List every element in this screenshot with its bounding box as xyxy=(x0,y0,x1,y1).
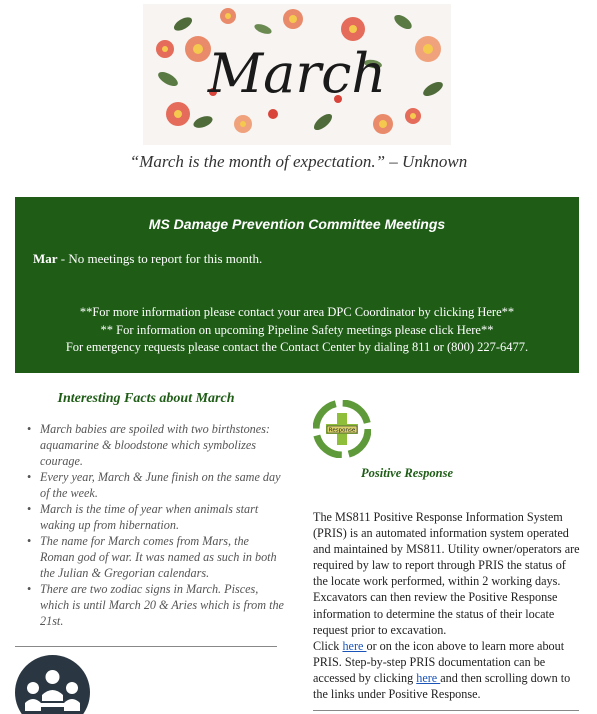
march-banner-art xyxy=(143,4,451,145)
pris-docs-link[interactable]: here xyxy=(416,670,441,685)
meetings-month: Mar xyxy=(33,251,58,266)
meetings-title: MS Damage Prevention Committee Meetings xyxy=(148,216,446,232)
positive-response-icon-label: Response xyxy=(328,427,356,434)
team-meeting-icon xyxy=(15,655,90,714)
positive-response-icon[interactable] xyxy=(313,400,371,458)
emergency-contact-text: For emergency requests please contact the Contact Center by dialing 811 or (800) 227-6477. xyxy=(65,340,529,354)
pipeline-safety-link[interactable]: ** For information on upcoming Pipeline Safety meetings please click Here** xyxy=(100,322,494,337)
meetings-box xyxy=(15,197,579,373)
divider xyxy=(15,646,277,647)
march-banner xyxy=(143,4,451,145)
positive-response-text xyxy=(313,509,581,702)
pris-info-link[interactable]: here xyxy=(342,638,367,653)
meetings-note: - No meetings to report for this month. xyxy=(57,251,263,266)
meetings-contact-lines xyxy=(15,304,579,357)
facts-title: Interesting Facts about March xyxy=(57,391,235,406)
divider xyxy=(313,710,579,711)
pris-description: The MS811 Positive Response Information System (PRIS) is an automated information system operated and maintained by MS811. Utility owner/operators are required by law to report through PRIS the status of the locate work performed, within 2 working days. Excavators can then review the Positive Response information to determine the status of their locate request prior to excavation. xyxy=(313,510,580,637)
list-item: • March babies are spoiled with two birthstones: aquamarine & bloodstone which symbolizes courage. xyxy=(40,421,286,469)
text-span: Click xyxy=(313,638,343,653)
list-item: • There are two zodiac signs in March. Pisces, which is until March 20 & Aries which is from the 21st. xyxy=(40,581,286,629)
list-item: • March is the time of year when animals start waking up from hibernation. xyxy=(40,501,286,533)
list-item: • Every year, March & June finish on the same day of the week. xyxy=(40,469,286,501)
dpc-coordinator-link[interactable]: **For more information please contact your area DPC Coordinator by clicking Here** xyxy=(79,305,515,319)
list-item: • The name for March comes from Mars, the Roman god of war. It was named as such in both the Julian & Gregorian calendars. xyxy=(40,533,286,581)
text-span: or on the icon above to learn more about PRIS. Step-by-step PRIS documentation can be accessed by clicking xyxy=(313,638,565,685)
quote: “March is the month of expectation.” – Unknown xyxy=(129,152,468,171)
facts-list xyxy=(40,421,286,629)
meetings-month-row xyxy=(33,251,262,267)
positive-response-title: Positive Response xyxy=(361,466,454,480)
banner-script: March xyxy=(207,42,387,105)
pris-links-paragraph xyxy=(313,638,581,702)
text-span: and then scrolling down to the links under Positive Response. xyxy=(313,670,571,702)
